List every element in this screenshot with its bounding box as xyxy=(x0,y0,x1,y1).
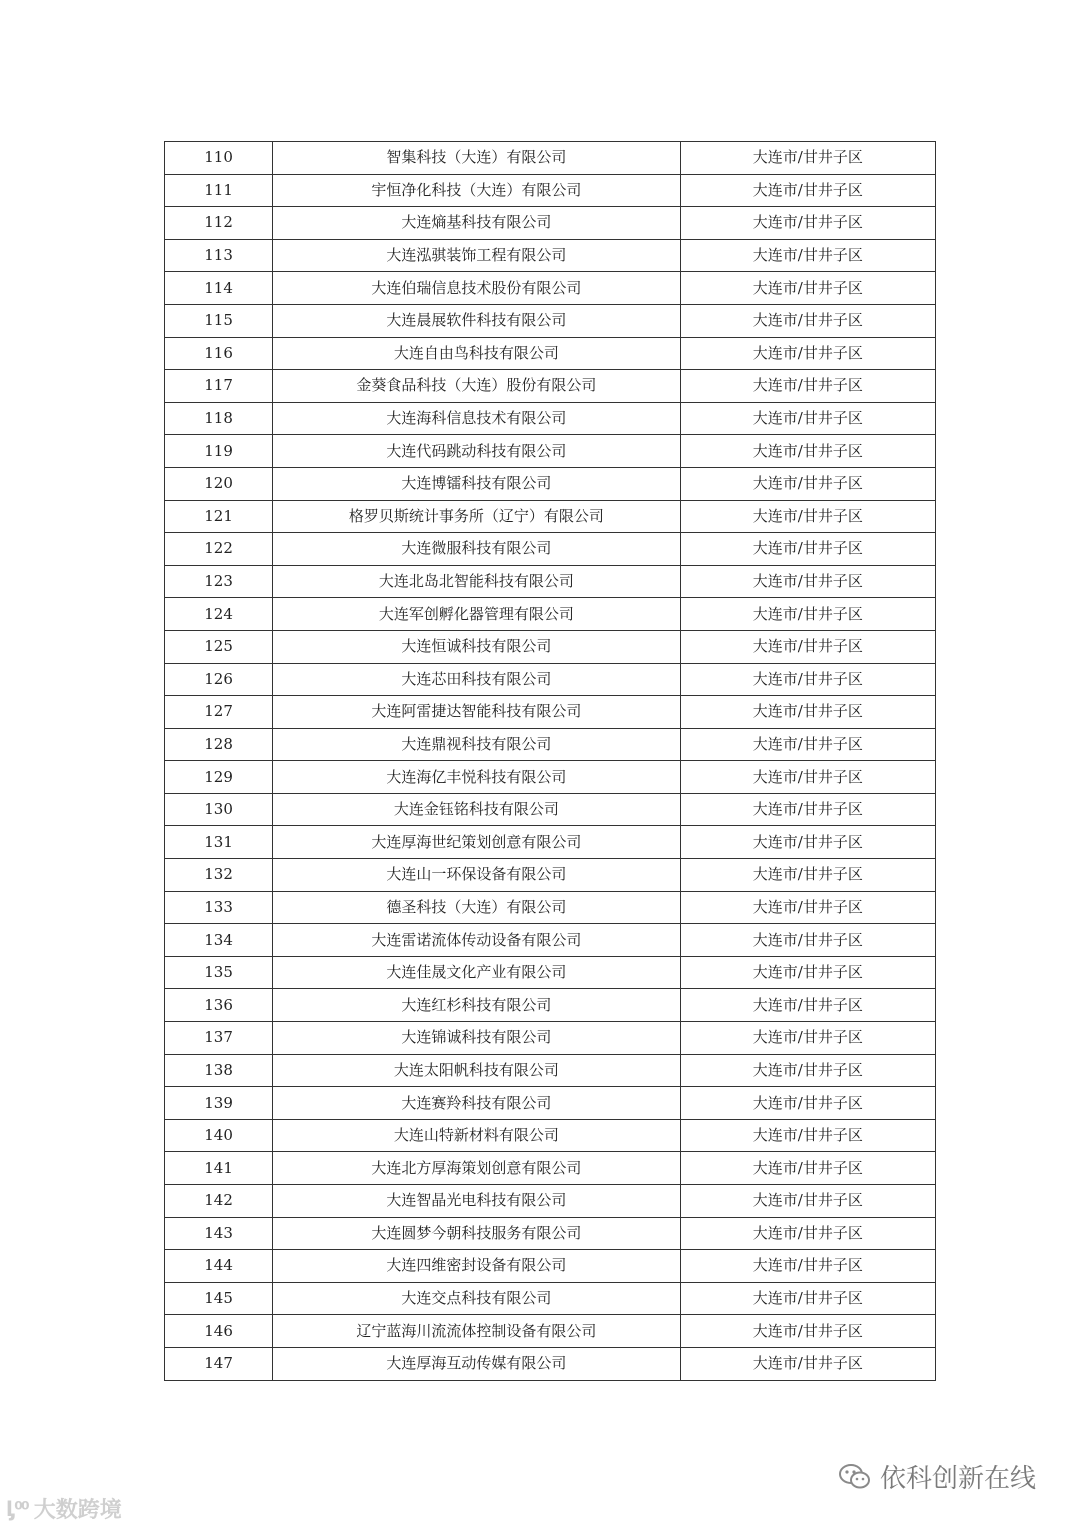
region-cell: 大连市/甘井子区 xyxy=(680,630,935,663)
company-name-cell: 智集科技（大连）有限公司 xyxy=(273,142,681,175)
region-cell: 大连市/甘井子区 xyxy=(680,1347,935,1380)
table-row xyxy=(165,1087,936,1120)
table-row xyxy=(165,1347,936,1380)
company-name-cell: 大连熵基科技有限公司 xyxy=(273,207,681,240)
table-row xyxy=(165,1282,936,1315)
watermark-left-text: 大数跨境 xyxy=(33,1498,122,1523)
company-name-cell: 大连金钰铭科技有限公司 xyxy=(273,793,681,826)
company-name-cell: 辽宁蓝海川流流体控制设备有限公司 xyxy=(273,1315,681,1348)
table-row xyxy=(165,859,936,892)
row-number-cell: 116 xyxy=(165,337,273,370)
row-number-cell: 129 xyxy=(165,761,273,794)
row-number-cell: 113 xyxy=(165,239,273,272)
region-cell: 大连市/甘井子区 xyxy=(680,728,935,761)
company-name-cell: 大连佳晟文化产业有限公司 xyxy=(273,956,681,989)
company-name-cell: 大连雷诺流体传动设备有限公司 xyxy=(273,924,681,957)
region-cell: 大连市/甘井子区 xyxy=(680,956,935,989)
region-cell: 大连市/甘井子区 xyxy=(680,142,935,175)
row-number-cell: 111 xyxy=(165,174,273,207)
row-number-cell: 134 xyxy=(165,924,273,957)
company-name-cell: 大连锦诚科技有限公司 xyxy=(273,1022,681,1055)
table-row xyxy=(165,989,936,1022)
region-cell: 大连市/甘井子区 xyxy=(680,1185,935,1218)
row-number-cell: 118 xyxy=(165,402,273,435)
row-number-cell: 115 xyxy=(165,304,273,337)
region-cell: 大连市/甘井子区 xyxy=(680,663,935,696)
row-number-cell: 136 xyxy=(165,989,273,1022)
company-name-cell: 大连圆梦今朝科技服务有限公司 xyxy=(273,1217,681,1250)
dashu-logo-icon: ᶅ⁰⁰ xyxy=(6,1496,28,1521)
region-cell: 大连市/甘井子区 xyxy=(680,1152,935,1185)
table-row xyxy=(165,793,936,826)
company-name-cell: 大连芯田科技有限公司 xyxy=(273,663,681,696)
table-row xyxy=(165,435,936,468)
region-cell: 大连市/甘井子区 xyxy=(680,1087,935,1120)
company-name-cell: 大连伯瑞信息技术股份有限公司 xyxy=(273,272,681,305)
table-row xyxy=(165,174,936,207)
table-row xyxy=(165,142,936,175)
table-row xyxy=(165,1250,936,1283)
row-number-cell: 122 xyxy=(165,533,273,566)
table-row xyxy=(165,956,936,989)
company-name-cell: 金葵食品科技（大连）股份有限公司 xyxy=(273,370,681,403)
table-row xyxy=(165,533,936,566)
company-name-cell: 大连赛羚科技有限公司 xyxy=(273,1087,681,1120)
region-cell: 大连市/甘井子区 xyxy=(680,826,935,859)
region-cell: 大连市/甘井子区 xyxy=(680,304,935,337)
table-row xyxy=(165,565,936,598)
table-row xyxy=(165,1054,936,1087)
region-cell: 大连市/甘井子区 xyxy=(680,467,935,500)
company-name-cell: 大连自由鸟科技有限公司 xyxy=(273,337,681,370)
row-number-cell: 130 xyxy=(165,793,273,826)
region-cell: 大连市/甘井子区 xyxy=(680,500,935,533)
table-row xyxy=(165,402,936,435)
company-name-cell: 德圣科技（大连）有限公司 xyxy=(273,891,681,924)
watermark-right xyxy=(838,1458,1036,1495)
row-number-cell: 146 xyxy=(165,1315,273,1348)
region-cell: 大连市/甘井子区 xyxy=(680,1119,935,1152)
region-cell: 大连市/甘井子区 xyxy=(680,239,935,272)
row-number-cell: 121 xyxy=(165,500,273,533)
row-number-cell: 140 xyxy=(165,1119,273,1152)
watermark-right-text: 依科创新在线 xyxy=(880,1464,1037,1494)
row-number-cell: 126 xyxy=(165,663,273,696)
region-cell: 大连市/甘井子区 xyxy=(680,402,935,435)
company-name-cell: 大连厚海世纪策划创意有限公司 xyxy=(273,826,681,859)
row-number-cell: 112 xyxy=(165,207,273,240)
row-number-cell: 147 xyxy=(165,1347,273,1380)
table-row xyxy=(165,891,936,924)
row-number-cell: 142 xyxy=(165,1185,273,1218)
row-number-cell: 117 xyxy=(165,370,273,403)
region-cell: 大连市/甘井子区 xyxy=(680,761,935,794)
row-number-cell: 131 xyxy=(165,826,273,859)
region-cell: 大连市/甘井子区 xyxy=(680,1217,935,1250)
table-row xyxy=(165,924,936,957)
row-number-cell: 133 xyxy=(165,891,273,924)
row-number-cell: 145 xyxy=(165,1282,273,1315)
region-cell: 大连市/甘井子区 xyxy=(680,533,935,566)
company-name-cell: 大连海科信息技术有限公司 xyxy=(273,402,681,435)
company-name-cell: 大连太阳帆科技有限公司 xyxy=(273,1054,681,1087)
table-row xyxy=(165,207,936,240)
company-name-cell: 大连军创孵化器管理有限公司 xyxy=(273,598,681,631)
company-name-cell: 大连阿雷捷达智能科技有限公司 xyxy=(273,696,681,729)
company-name-cell: 大连泓骐装饰工程有限公司 xyxy=(273,239,681,272)
table-row xyxy=(165,630,936,663)
row-number-cell: 127 xyxy=(165,696,273,729)
row-number-cell: 124 xyxy=(165,598,273,631)
table-row xyxy=(165,761,936,794)
row-number-cell: 128 xyxy=(165,728,273,761)
company-name-cell: 大连交点科技有限公司 xyxy=(273,1282,681,1315)
company-name-cell: 大连四维密封设备有限公司 xyxy=(273,1250,681,1283)
region-cell: 大连市/甘井子区 xyxy=(680,891,935,924)
row-number-cell: 120 xyxy=(165,467,273,500)
region-cell: 大连市/甘井子区 xyxy=(680,598,935,631)
table-row xyxy=(165,500,936,533)
company-name-cell: 大连智晶光电科技有限公司 xyxy=(273,1185,681,1218)
region-cell: 大连市/甘井子区 xyxy=(680,1250,935,1283)
region-cell: 大连市/甘井子区 xyxy=(680,337,935,370)
row-number-cell: 132 xyxy=(165,859,273,892)
table-row xyxy=(165,598,936,631)
region-cell: 大连市/甘井子区 xyxy=(680,207,935,240)
table-row xyxy=(165,826,936,859)
table-row xyxy=(165,337,936,370)
row-number-cell: 137 xyxy=(165,1022,273,1055)
table-row xyxy=(165,272,936,305)
region-cell: 大连市/甘井子区 xyxy=(680,793,935,826)
row-number-cell: 110 xyxy=(165,142,273,175)
table-row xyxy=(165,467,936,500)
table-row xyxy=(165,1119,936,1152)
wechat-icon xyxy=(838,1462,872,1492)
region-cell: 大连市/甘井子区 xyxy=(680,1022,935,1055)
company-name-cell: 大连北岛北智能科技有限公司 xyxy=(273,565,681,598)
company-list-table xyxy=(164,141,936,1381)
region-cell: 大连市/甘井子区 xyxy=(680,370,935,403)
company-name-cell: 大连北方厚海策划创意有限公司 xyxy=(273,1152,681,1185)
row-number-cell: 114 xyxy=(165,272,273,305)
table-row xyxy=(165,696,936,729)
table-row xyxy=(165,1217,936,1250)
table-row xyxy=(165,663,936,696)
row-number-cell: 141 xyxy=(165,1152,273,1185)
row-number-cell: 123 xyxy=(165,565,273,598)
region-cell: 大连市/甘井子区 xyxy=(680,272,935,305)
row-number-cell: 125 xyxy=(165,630,273,663)
region-cell: 大连市/甘井子区 xyxy=(680,1282,935,1315)
company-name-cell: 大连鼎视科技有限公司 xyxy=(273,728,681,761)
row-number-cell: 135 xyxy=(165,956,273,989)
table-row xyxy=(165,239,936,272)
company-name-cell: 格罗贝斯统计事务所（辽宁）有限公司 xyxy=(273,500,681,533)
table-row xyxy=(165,1152,936,1185)
table-row xyxy=(165,304,936,337)
region-cell: 大连市/甘井子区 xyxy=(680,989,935,1022)
company-name-cell: 大连博镭科技有限公司 xyxy=(273,467,681,500)
company-name-cell: 宇恒净化科技（大连）有限公司 xyxy=(273,174,681,207)
table-body xyxy=(165,142,936,1381)
table-row xyxy=(165,1315,936,1348)
table-row xyxy=(165,1185,936,1218)
table-row xyxy=(165,1022,936,1055)
company-name-cell: 大连红杉科技有限公司 xyxy=(273,989,681,1022)
row-number-cell: 144 xyxy=(165,1250,273,1283)
company-name-cell: 大连代码跳动科技有限公司 xyxy=(273,435,681,468)
region-cell: 大连市/甘井子区 xyxy=(680,1315,935,1348)
company-name-cell: 大连厚海互动传媒有限公司 xyxy=(273,1347,681,1380)
region-cell: 大连市/甘井子区 xyxy=(680,1054,935,1087)
company-name-cell: 大连山一环保设备有限公司 xyxy=(273,859,681,892)
row-number-cell: 139 xyxy=(165,1087,273,1120)
region-cell: 大连市/甘井子区 xyxy=(680,435,935,468)
company-name-cell: 大连山特新材料有限公司 xyxy=(273,1119,681,1152)
company-name-cell: 大连恒诚科技有限公司 xyxy=(273,630,681,663)
row-number-cell: 119 xyxy=(165,435,273,468)
watermark-left xyxy=(6,1493,122,1524)
company-name-cell: 大连海亿丰悦科技有限公司 xyxy=(273,761,681,794)
table-row xyxy=(165,370,936,403)
region-cell: 大连市/甘井子区 xyxy=(680,174,935,207)
region-cell: 大连市/甘井子区 xyxy=(680,924,935,957)
row-number-cell: 143 xyxy=(165,1217,273,1250)
row-number-cell: 138 xyxy=(165,1054,273,1087)
region-cell: 大连市/甘井子区 xyxy=(680,696,935,729)
table-row xyxy=(165,728,936,761)
region-cell: 大连市/甘井子区 xyxy=(680,565,935,598)
company-name-cell: 大连晨展软件科技有限公司 xyxy=(273,304,681,337)
company-name-cell: 大连微服科技有限公司 xyxy=(273,533,681,566)
region-cell: 大连市/甘井子区 xyxy=(680,859,935,892)
